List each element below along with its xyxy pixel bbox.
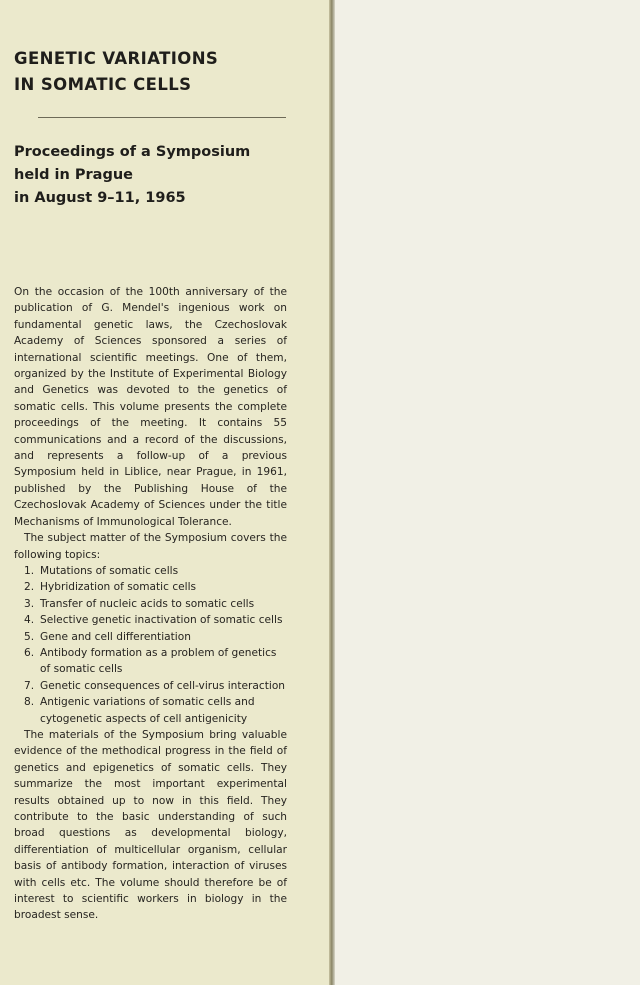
list-item xyxy=(14,612,287,628)
topic-number: 3. xyxy=(24,597,35,610)
topic-text: Gene and cell differentiation xyxy=(40,630,191,643)
right-page-blank xyxy=(335,0,640,985)
intro-paragraph: On the occasion of the 100th anniversary of the publication of G. Mendel's ingenious work on fundamental genetic laws, the Czechoslovak Academy of Sciences sponsored a series of international scientific meetings. One of them, organized by the Institute of Experimental Biology and Genetics was devoted to the genetics of somatic cells. This volume presents the complete proceedings of the meeting. It contains 55 communications and a record of the discussions, and represents a follow-up of a previous Symposium held in Liblice, near Prague, in 1961, published by the Publishing House of the Czechoslovak Academy of Sciences under the title Mechanisms of Immunological Tolerance. xyxy=(14,286,287,528)
book-subtitle xyxy=(14,141,250,210)
topic-number: 4. xyxy=(24,614,35,627)
topic-number: 5. xyxy=(24,630,35,643)
topic-number: 1. xyxy=(24,564,35,577)
topic-text: Transfer of nucleic acids to somatic cells xyxy=(40,597,255,610)
book-title xyxy=(14,46,218,98)
closing-paragraph: The materials of the Symposium bring valuable evidence of the methodical progress in the field of genetics and epigenetics of somatic cells. They summarize the most important experimental results obtained up to now in this field. They contribute to the basic understanding of such broad questions as developmental biology, differentiation of multicellular organism, cellular basis of antibody formation, interaction of viruses with cells etc. The volume should therefore be of interest to scientific workers in biology in the broadest sense. xyxy=(14,728,287,922)
topic-text: Mutations of somatic cells xyxy=(40,564,179,577)
subtitle-line-3: in August 9–11, 1965 xyxy=(14,190,186,206)
topics-list xyxy=(14,563,287,727)
topic-text: Hybridization of somatic cells xyxy=(40,581,197,594)
list-item xyxy=(14,579,287,595)
topic-text: Selective genetic inactivation of somatic cells xyxy=(40,614,283,627)
title-line-2: IN SOMATIC CELLS xyxy=(14,75,192,94)
topic-number: 6. xyxy=(24,646,35,659)
title-divider xyxy=(38,117,286,118)
list-item xyxy=(14,596,287,612)
subtitle-line-2: held in Prague xyxy=(14,167,133,183)
list-item xyxy=(14,694,287,727)
topic-number: 2. xyxy=(24,581,35,594)
topic-number: 7. xyxy=(24,679,35,692)
list-item xyxy=(14,645,287,678)
topic-text: Genetic consequences of cell-virus interaction xyxy=(40,679,286,692)
topic-text: Antibody formation as a problem of genetics of somatic cells xyxy=(40,646,277,676)
topic-text: Antigenic variations of somatic cells and cytogenetic aspects of cell antigenicity xyxy=(40,696,255,725)
title-line-1: GENETIC VARIATIONS xyxy=(14,49,219,68)
topic-number: 8. xyxy=(24,696,35,709)
description-text xyxy=(14,284,287,924)
list-item xyxy=(14,563,287,579)
list-item xyxy=(14,629,287,645)
list-item xyxy=(14,678,287,694)
topics-intro: The subject matter of the Symposium covers the following topics: xyxy=(14,532,287,561)
subtitle-line-1: Proceedings of a Symposium xyxy=(14,144,251,160)
